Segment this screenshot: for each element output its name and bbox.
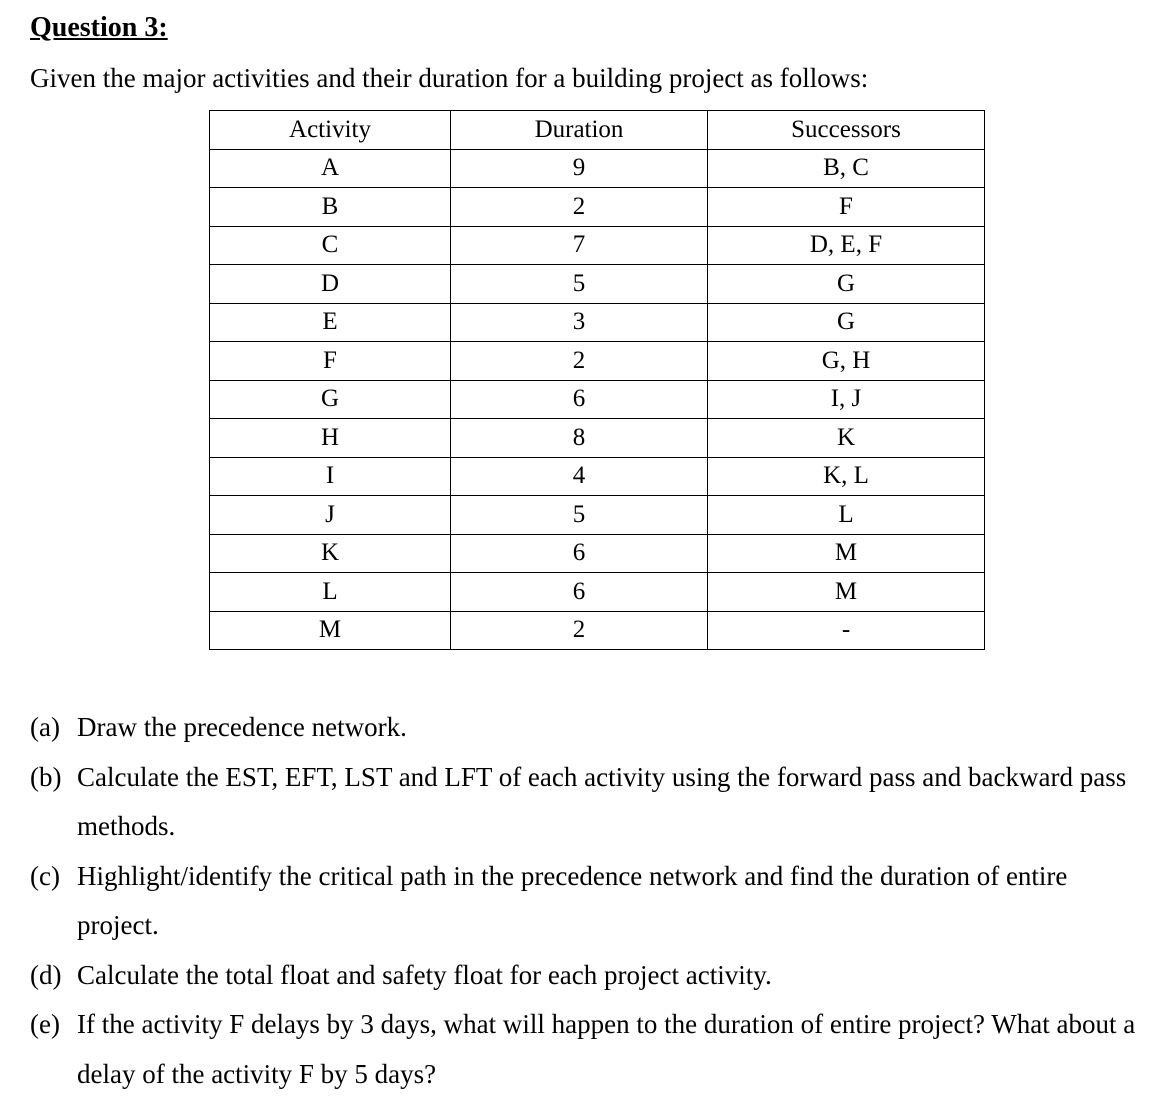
question-text: Highlight/identify the critical path in the precedence network and find the duration of entire project. [77,860,1068,940]
activity-cell: E [210,303,451,342]
activity-cell: M [210,611,451,650]
table-row [210,496,985,535]
successors-cell: G [708,265,985,304]
duration-cell: 6 [451,380,708,419]
duration-cell: 8 [451,419,708,458]
table-row [210,149,985,188]
header-activity: Activity [210,111,451,150]
activity-cell: D [210,265,451,304]
question-label: (b) [30,761,62,792]
duration-cell: 4 [451,457,708,496]
header-successors: Successors [708,111,985,150]
activity-cell: G [210,380,451,419]
question-item [30,753,1150,852]
successors-cell: M [708,573,985,612]
duration-cell: 6 [451,534,708,573]
successors-cell: L [708,496,985,535]
activity-cell: C [210,226,451,265]
question-item [30,703,1150,753]
table-body [210,149,985,650]
successors-cell: G, H [708,342,985,381]
successors-cell: G [708,303,985,342]
intro-text: Given the major activities and their duration for a building project as follows: [30,63,869,93]
activity-cell: L [210,573,451,612]
question-item [30,1000,1150,1099]
duration-cell: 9 [451,149,708,188]
question-label: (d) [30,959,62,990]
duration-cell: 5 [451,265,708,304]
question-text: If the activity F delays by 3 days, what will happen to the duration of entire project? What about a delay of the activity F by 5 days? [77,1009,1136,1089]
activity-cell: A [210,149,451,188]
duration-cell: 5 [451,496,708,535]
duration-cell: 7 [451,226,708,265]
duration-cell: 2 [451,188,708,227]
duration-cell: 6 [451,573,708,612]
duration-cell: 2 [451,611,708,650]
table-row [210,380,985,419]
activity-cell: H [210,419,451,458]
successors-cell: - [708,611,985,650]
successors-cell: B, C [708,149,985,188]
question-list [30,703,1150,1099]
successors-cell: M [708,534,985,573]
successors-cell: K, L [708,457,985,496]
activity-cell: F [210,342,451,381]
activity-cell: J [210,496,451,535]
question-item [30,951,1150,1001]
activity-cell: I [210,457,451,496]
table-row [210,265,985,304]
duration-cell: 3 [451,303,708,342]
table-row [210,303,985,342]
activity-table [209,110,985,650]
successors-cell: F [708,188,985,227]
question-text: Calculate the EST, EFT, LST and LFT of each activity using the forward pass and backward pass methods. [77,761,1127,841]
header-duration: Duration [451,111,708,150]
table-row [210,611,985,650]
question-item [30,852,1150,951]
activity-cell: B [210,188,451,227]
table-row [210,534,985,573]
successors-cell: D, E, F [708,226,985,265]
activity-cell: K [210,534,451,573]
question-text: Draw the precedence network. [77,712,407,742]
table-row [210,573,985,612]
successors-cell: K [708,419,985,458]
question-text: Calculate the total float and safety float for each project activity. [77,959,772,990]
table-row [210,188,985,227]
question-label: (c) [30,860,60,891]
successors-cell: I, J [708,380,985,419]
question-label: (a) [30,712,60,742]
table-row [210,419,985,458]
table-row [210,457,985,496]
duration-cell: 2 [451,342,708,381]
table-row [210,342,985,381]
question-label: (e) [30,1009,60,1039]
table-header-row [210,111,985,150]
question-title: Question 3: [30,12,168,43]
table-row [210,226,985,265]
